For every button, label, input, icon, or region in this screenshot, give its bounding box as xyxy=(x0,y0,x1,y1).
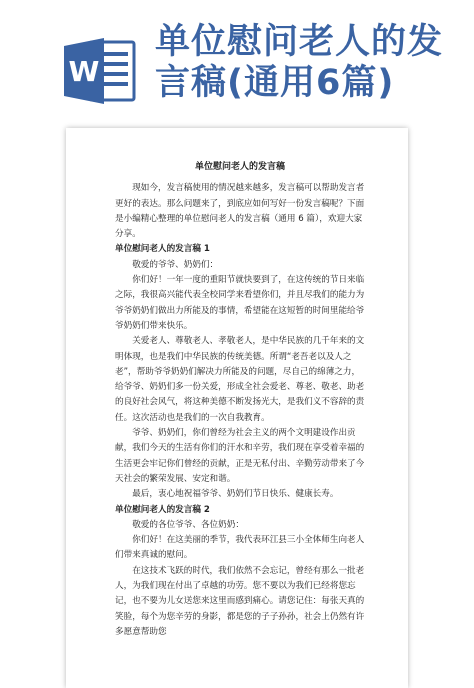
paragraph: 敬爱的爷爷、奶奶们： xyxy=(132,259,219,270)
paragraph: 关爱老人、尊敬老人、孝敬老人，是中华民族的几千年来的文明体现，也是我们中华民族的传统美德。所谓“老吾老以及人之老”，帮助爷爷奶奶们解决力所能及的问题，尽自己的绵薄之力，给爷爷、奶奶们多一份关爱，形成全社会爱老、尊老、敬老、助老的良好社会风气，将这种美德不断发扬光大，是我们义不容辞的责任。这次活动也是我们的一次自我教育。 xyxy=(115,336,365,423)
paragraph: 在这技术飞跃的时代，我们依然不会忘记，曾经有那么一批老人，为我们现在付出了卓越的功劳。您不要以为我们已经将您忘记，也不要为儿女送您来这里而感到痛心。请您记住：每张天真的笑脸，每个为您辛劳的身影，都是您的子子孙孙，社会上仍然有许多愿意帮助您 xyxy=(115,565,365,637)
intro-paragraph: 现如今，发言稿使用的情况越来越多，发言稿可以帮助发言者更好的表达。那么问题来了，到底应如何写好一份发言稿呢？下面是小编精心整理的单位慰问老人的发言稿（通用 6 篇），欢迎大家分享。 xyxy=(115,183,365,240)
document-body xyxy=(115,160,365,640)
paragraph: 爷爷、奶奶们，你们曾经为社会主义的两个文明建设作出贡献，我们今天的生活有你们的汗水和辛劳，我们现在享受着幸福的生活更会牢记你们曾经的贡献，正是无私付出、辛勤劳动带来了今天社会的繁荣发展、安定和谐。 xyxy=(115,428,365,484)
section-heading: 单位慰问老人的发言稿 1 xyxy=(115,244,210,255)
paragraph: 你们好！一年一度的重阳节就快要到了，在这传统的节日来临之际，我很高兴能代表全校同学来看望你们，并且尽我们的能力为爷爷奶奶们做出力所能及的事情，希望能在这短暂的时间里能给爷爷奶奶们带来快乐。 xyxy=(115,275,365,331)
paragraph: 最后，衷心地祝福爷爷、奶奶们节日快乐、健康长寿。 xyxy=(132,489,339,500)
paragraph: 敬爱的各位爷爷、各位奶奶： xyxy=(132,519,244,530)
title-banner xyxy=(0,0,474,118)
document-title: 单位慰问老人的发言稿 xyxy=(194,162,285,172)
banner-title: 单位慰问老人的发言稿(通用6篇) xyxy=(155,22,444,103)
word-icon-letter: W xyxy=(68,55,100,88)
word-doc-icon xyxy=(64,38,136,104)
paragraph: 你们好！在这美丽的季节，我代表环江县三小全体师生向老人们带来真诚的慰问。 xyxy=(115,535,365,561)
section-heading: 单位慰问老人的发言稿 2 xyxy=(115,504,210,515)
